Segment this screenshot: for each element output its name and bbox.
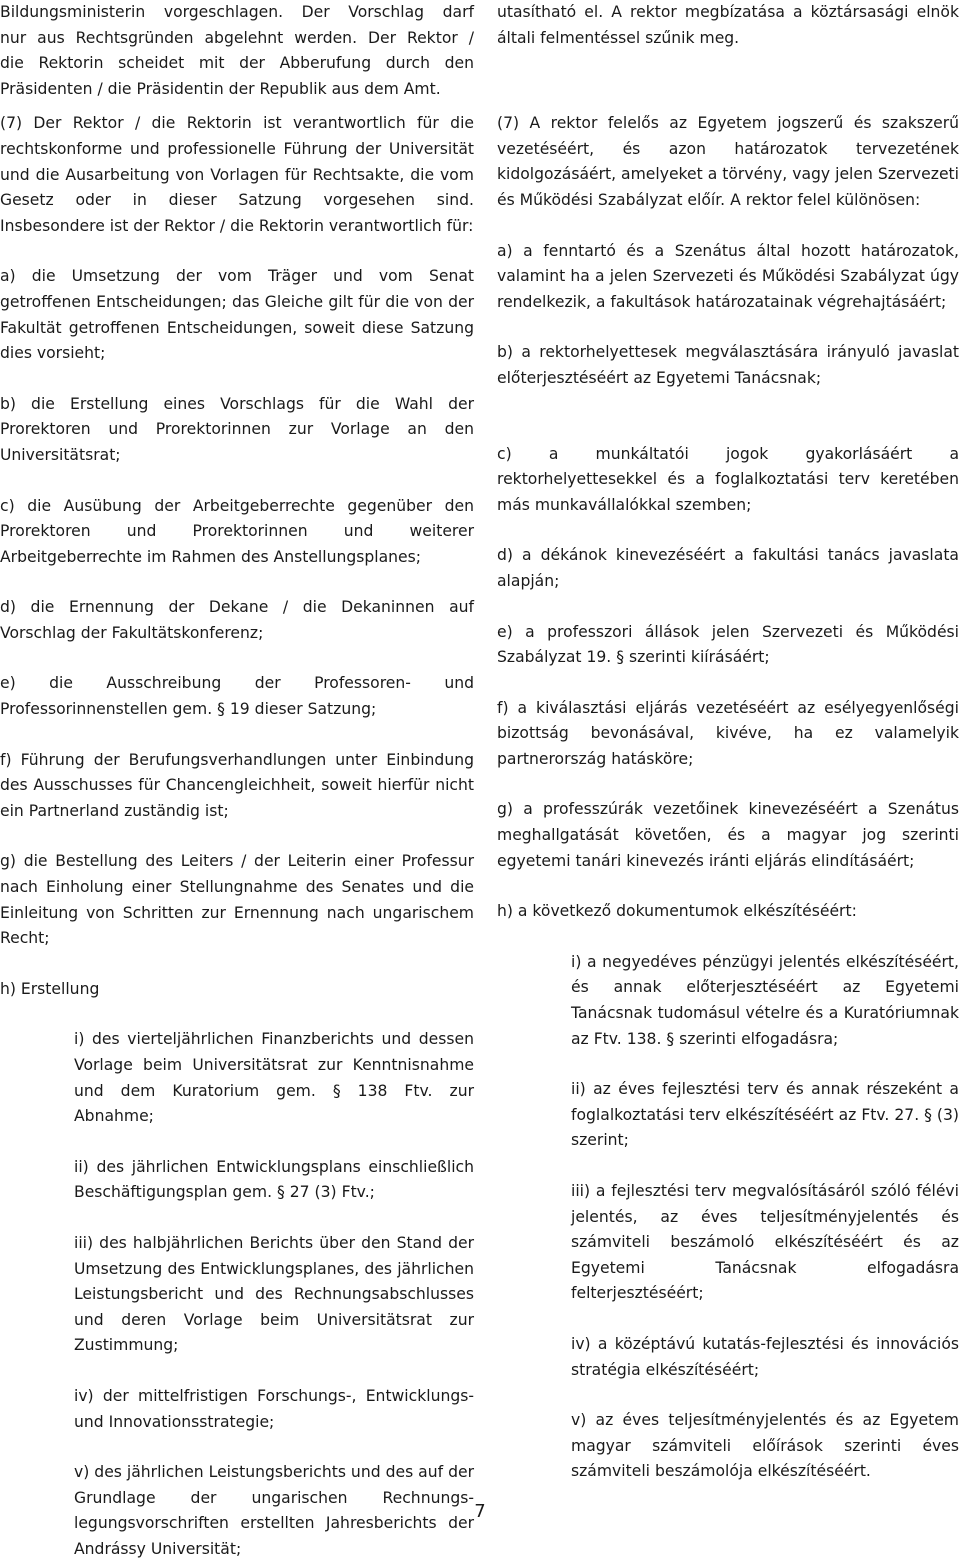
item-d: d) die Ernennung der Dekane / die Dekaninnen auf Vorschlag der Fakultätskonferenz; bbox=[0, 598, 474, 642]
item-b: b) a rektorhelyettesek megválasztására irányuló javaslat előterjesztéséért az Egyetemi Tanácsnak; bbox=[497, 343, 959, 387]
item-c: c) die Ausübung der Arbeitgeberrechte gegenüber den Prorektoren und Prorektorinnen und weiterer Arbeitgeberrechte im Rahmen des Anstellungsplanes; bbox=[0, 496, 474, 566]
continued-paragraph bbox=[0, 0, 474, 102]
text-line: die Rektorin scheidet mit der Abberufung durch den bbox=[0, 54, 474, 73]
item-h-iii: iii) des halbjährlichen Berichts über den Stand der Umsetzung des Entwicklungsplanes, des jährlichen Leistungsbericht und des Rechnungsabschlusses und deren Vorlage beim Universitätsrat zur Zustimmung; bbox=[74, 1233, 474, 1355]
item-e: e) die Ausschreibung der Professoren- und Professorinnenstellen gem. § 19 dieser Satzung; bbox=[0, 674, 474, 719]
item-a: a) a fenntartó és a Szenátus által hozott határozatok, valamint ha a jelen Szervezeti és Működési Szabályzat úgy rendelkezik, a fakultások határozatainak végrehajtásáért; bbox=[497, 241, 959, 311]
text-line: Bildungsministerin vorgeschlagen. Der Vorschlag darf bbox=[0, 3, 474, 21]
item-e: e) a professzori állások jelen Szervezeti és Működési Szabályzat 19. § szerinti kiírásáért; bbox=[497, 622, 959, 667]
paragraph-7: (7) A rektor felelős az Egyetem jogszerű és szakszerű vezetéséért, és azon határozatok tervezetének kidolgozásáért, amelyeket a törvény, vagy jelen Szervezeti és Működési Szabályzat előír. A rektor felel különösen: bbox=[497, 114, 959, 209]
hungarian-column bbox=[497, 0, 959, 1485]
item-h-i: i) a negyedéves pénzügyi jelentés elkészítéséért, és annak előterjesztéséért az Egyetemi Tanácsnak tudomásul vételre és a Kuratóriumnak az Ftv. 138. § szerinti elfogadásra; bbox=[571, 952, 959, 1048]
paragraph-7: (7) Der Rektor / die Rektorin ist verantwortlich für die rechtskonforme und professionelle Führung der Universität und die Ausarbeitung von Vorlagen für Rechtsakte, die vom Gesetz oder in dieser Satzung vorgesehen sind. Insbesondere ist der Rektor / die Rektorin verantwortlich für: bbox=[0, 114, 474, 235]
item-h-v: v) des jährlichen Leistungsberichts und des auf der Grundlage der ungarischen Rechnungs-legungsvorschriften erstellten Jahresberichts der Andrássy Universität; bbox=[74, 1463, 474, 1558]
item-h: h) a következő dokumentumok elkészítéséért: bbox=[497, 902, 857, 921]
item-h-iv: iv) der mittelfristigen Forschungs-, Entwicklungs- und Innovationsstrategie; bbox=[74, 1386, 474, 1431]
continued-paragraph: utasítható el. A rektor megbízatása a köztársasági elnök általi felmentéssel szűnik meg. bbox=[497, 3, 959, 47]
german-column bbox=[0, 0, 474, 1563]
item-f: f) a kiválasztási eljárás vezetéséért az esélyegyenlőségi bizottság bevonásával, kivéve, ha ez valamelyik partnerország hatásköre; bbox=[497, 698, 959, 768]
item-c: c) a munkáltatói jogok gyakorlásáért a rektorhelyettesekkel és a foglalkoztatási terv keretében más munkavállalókkal szemben; bbox=[497, 444, 959, 514]
item-h-ii: ii) des jährlichen Entwicklungsplans einschließlich Beschäftigungsplan gem. § 27 (3) Ftv.; bbox=[74, 1157, 474, 1202]
item-a: a) die Umsetzung der vom Träger und vom Senat getroffenen Entscheidungen; das Gleiche gilt für die von der Fakultät getroffenen Entscheidungen, soweit diese Satzung dies vorsieht; bbox=[0, 267, 474, 363]
item-f: f) Führung der Berufungsverhandlungen unter Einbindung des Ausschusses für Chancengleichheit, soweit hierfür nicht ein Partnerland zuständig ist; bbox=[0, 750, 474, 820]
text-line: nur aus Rechtsgründen abgelehnt werden. Der Rektor / bbox=[0, 28, 474, 47]
item-h: h) Erstellung bbox=[0, 979, 100, 998]
item-g: g) a professzúrák vezetőinek kinevezéséért a Szenátus meghallgatását követően, és a magyar jog szerinti egyetemi tanári kinevezés iránti eljárás elindításáért; bbox=[497, 800, 959, 870]
item-d: d) a dékánok kinevezéséért a fakultási tanács javaslata alapján; bbox=[497, 546, 959, 590]
item-h-v: v) az éves teljesítményjelentés és az Egyetem magyar számviteli előírások szerinti éves számviteli beszámolója elkészítéséért. bbox=[571, 1411, 959, 1481]
item-h-ii: ii) az éves fejlesztési terv és annak részeként a foglalkoztatási terv elkészítéséért az Ftv. 27. § (3) szerint; bbox=[571, 1080, 959, 1150]
item-h-iv: iv) a középtávú kutatás-fejlesztési és innovációs stratégia elkészítéséért; bbox=[571, 1334, 959, 1379]
item-b: b) die Erstellung eines Vorschlags für die Wahl der Prorektoren und Prorektorinnen zur Vorlage an den Universitätsrat; bbox=[0, 394, 474, 464]
item-g: g) die Bestellung des Leiters / der Leiterin einer Professur nach Einholung einer Stellungnahme des Senates und die Einleitung von Schritten zur Ernennung nach ungarischem Recht; bbox=[0, 852, 474, 948]
item-h-i: i) des vierteljährlichen Finanzberichts und dessen Vorlage beim Universitätsrat zur Kenntnisnahme und dem Kuratorium gem. § 138 Ftv. zur Abnahme; bbox=[74, 1030, 474, 1126]
text-line: Präsidenten / die Präsidentin der Republik aus dem Amt. bbox=[0, 79, 441, 98]
page-number: 7 bbox=[474, 1501, 486, 1522]
item-h-iii: iii) a fejlesztési terv megvalósításáról szóló félévi jelentés, az éves teljesítményjelentés és számviteli beszámoló elkészítéséért és az Egyetemi Tanácsnak elfogadásra felterjesztéséért; bbox=[571, 1182, 959, 1303]
